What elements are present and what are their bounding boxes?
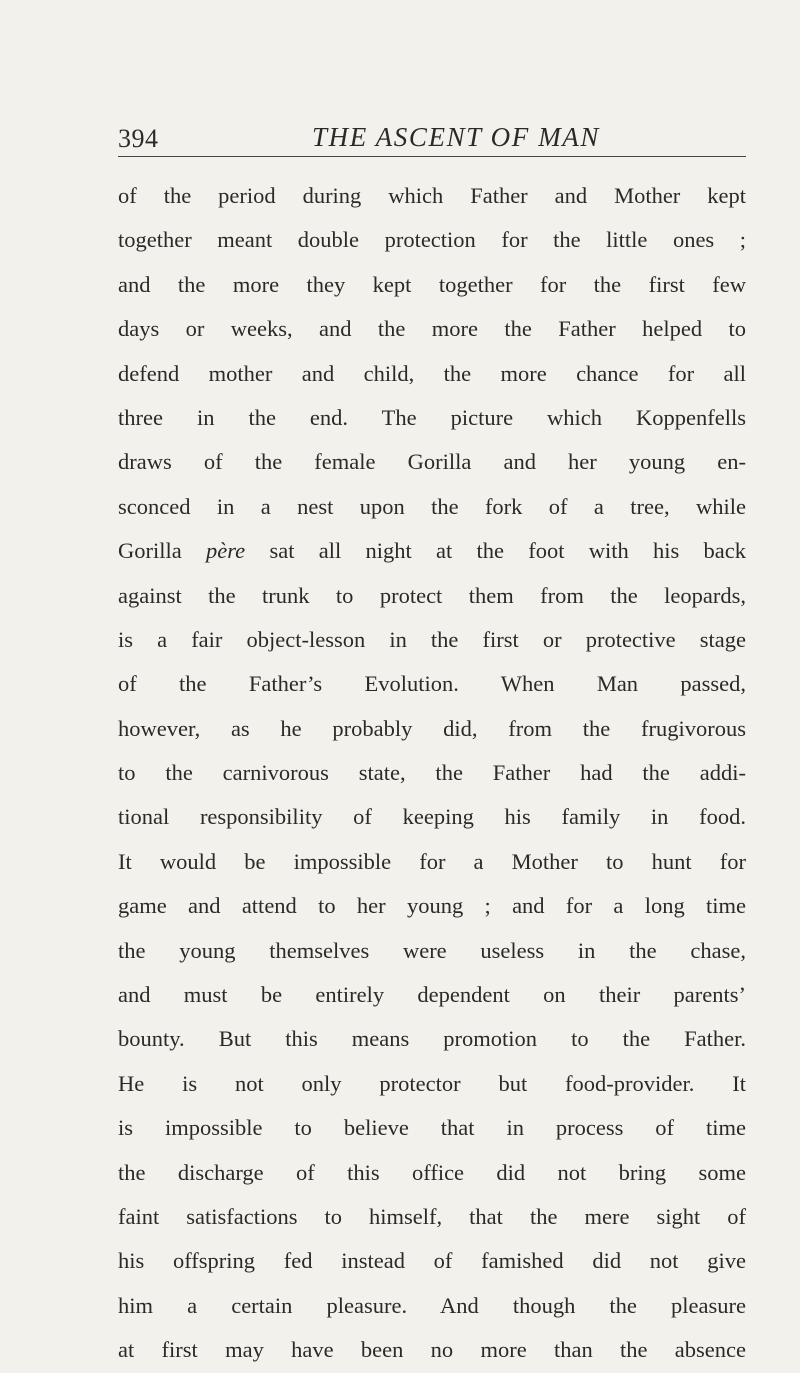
text-line: is impossible to believe that in process of time xyxy=(118,1115,746,1141)
text-line: to the carnivorous state, the Father had the addi- xyxy=(118,760,746,786)
text-line: sconced in a nest upon the fork of a tree, while xyxy=(118,493,746,519)
text-line: of the period during which Father and Mother kept xyxy=(118,183,746,208)
text-line: the young themselves were useless in the chase, xyxy=(118,937,746,963)
text-line: of the Father’s Evolution. When Man passed, xyxy=(118,671,746,697)
text-line: is a fair object-lesson in the first or protective stage xyxy=(118,626,746,652)
text-line-with-italic xyxy=(118,529,746,573)
running-head: THE ASCENT OF MAN xyxy=(312,122,600,152)
text-line: him a certain pleasure. And though the pleasure xyxy=(118,1292,746,1318)
text-line: game and attend to her young ; and for a long time xyxy=(118,893,746,919)
page-header xyxy=(0,0,800,160)
text-segment: Gorilla xyxy=(118,538,182,564)
text-line: and the more they kept together for the first few xyxy=(118,271,746,297)
text-segment: sat all night at the foot with his back xyxy=(269,538,747,564)
text-line: the discharge of this office did not bring some xyxy=(118,1159,746,1185)
text-line: draws of the female Gorilla and her young en- xyxy=(118,449,746,475)
text-line: days or weeks, and the more the Father helped to xyxy=(118,316,746,342)
text-line: his offspring fed instead of famished did not give xyxy=(118,1248,746,1274)
text-line: defend mother and child, the more chance for all xyxy=(118,360,746,386)
text-line: and must be entirely dependent on their parents’ xyxy=(118,982,746,1008)
text-line: at first may have been no more than the absence xyxy=(118,1337,746,1363)
text-line: faint satisfactions to himself, that the mere sight of xyxy=(118,1203,746,1229)
text-line: together meant double protection for the little ones ; xyxy=(118,227,746,253)
text-line: tional responsibility of keeping his family in food. xyxy=(118,804,746,830)
text-line: against the trunk to protect them from the leopards, xyxy=(118,582,746,608)
page-number: 394 xyxy=(118,124,159,153)
body-text xyxy=(118,174,746,1373)
text-line: three in the end. The picture which Koppenfells xyxy=(118,404,746,430)
text-line: however, as he probably did, from the frugivorous xyxy=(118,715,746,741)
text-line: It would be impossible for a Mother to hunt for xyxy=(118,848,746,874)
text-line: He is not only protector but food-provider. It xyxy=(118,1070,746,1096)
header-rule xyxy=(118,156,746,157)
italic-term: père xyxy=(206,538,246,564)
text-line: bounty. But this means promotion to the Father. xyxy=(118,1026,746,1052)
